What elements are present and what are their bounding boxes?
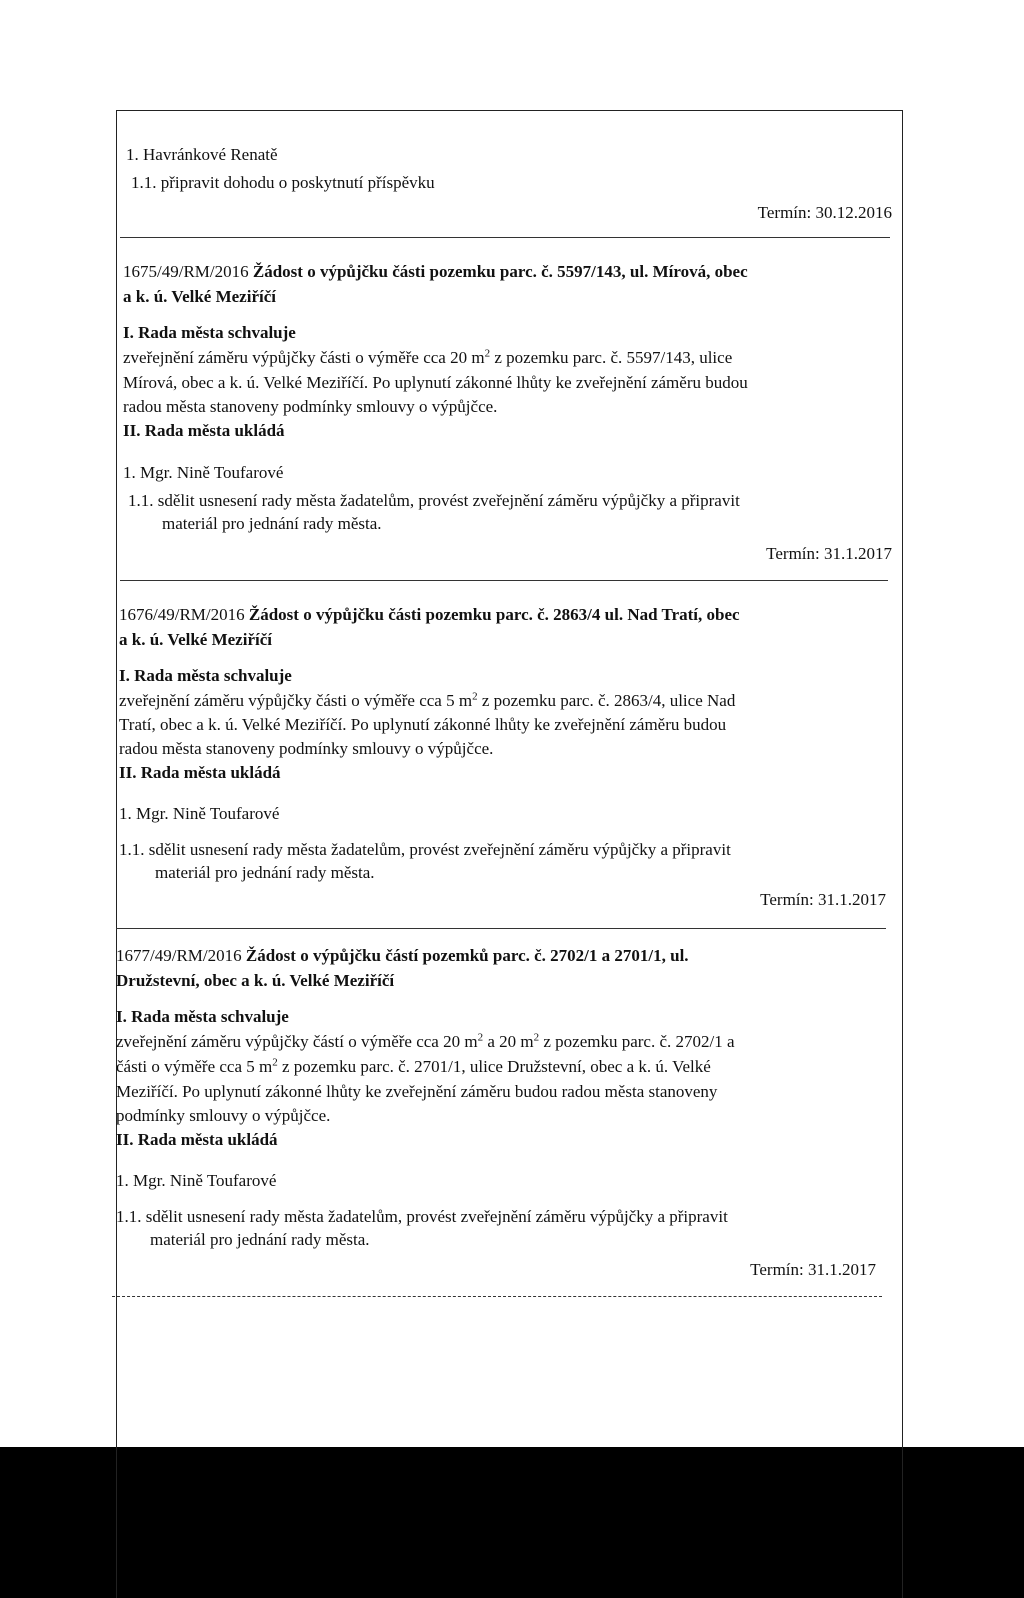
task-text: 1.1. sdělit usnesení rady města žadatelům, provést zveřejnění záměru výpůjčky a připravit <box>116 1207 728 1226</box>
resolution-title-cont: Družstevní, obec a k. ú. Velké Meziříčí <box>116 971 395 990</box>
assignee: 1. Mgr. Nině Toufarové <box>119 804 280 823</box>
resolution-text: radou města stanoveny podmínky smlouvy o výpůjčce. <box>123 397 498 416</box>
section-heading-orders: II. Rada města ukládá <box>119 763 281 782</box>
resolution-text: zveřejnění záměru výpůjčky části o výměře cca 5 $m^2$ z pozemku parc. č. 2863/4, ulice Nad <box>119 690 736 710</box>
resolution-heading <box>116 945 689 967</box>
resolution-text: podmínky smlouvy o výpůjčce. <box>116 1106 331 1125</box>
deadline: Termín: 31.1.2017 <box>750 1260 876 1279</box>
resolution-text: zveřejnění záměru výpůjčky části o výměře cca 20 $m^2$ z pozemku parc. č. 5597/143, ulice <box>123 347 733 367</box>
resolution-heading <box>119 604 740 626</box>
resolution-number: 1676/49/RM/2016 <box>119 605 245 624</box>
resolution-heading <box>123 261 748 283</box>
task-text: 1.1. připravit dohodu o poskytnutí příspěvku <box>131 173 435 192</box>
section-heading-approves: I. Rada města schvaluje <box>116 1007 289 1026</box>
resolution-text: radou města stanoveny podmínky smlouvy o výpůjčce. <box>119 739 494 758</box>
divider <box>120 237 890 238</box>
resolution-text: Mírová, obec a k. ú. Velké Meziříčí. Po uplynutí zákonné lhůty ke zveřejnění záměru budou <box>123 373 748 392</box>
assignee: 1. Mgr. Nině Toufarové <box>123 463 284 482</box>
resolution-title-cont: a k. ú. Velké Meziříčí <box>119 630 272 649</box>
deadline: Termín: 31.1.2017 <box>766 544 892 563</box>
divider <box>116 928 886 929</box>
task-text: 1.1. sdělit usnesení rady města žadatelům, provést zveřejnění záměru výpůjčky a připravit <box>128 491 740 510</box>
assignee: 1. Havránkové Renatě <box>126 145 278 164</box>
resolution-title: Žádost o výpůjčku části pozemku parc. č. 2863/4 ul. Nad Tratí, obec <box>248 605 740 624</box>
resolution-text: Tratí, obec a k. ú. Velké Meziříčí. Po uplynutí zákonné lhůty ke zveřejnění záměru budou <box>119 715 727 734</box>
task-text: materiál pro jednání rady města. <box>162 514 382 533</box>
task-text: materiál pro jednání rady města. <box>155 863 375 882</box>
resolution-number: 1677/49/RM/2016 <box>116 946 242 965</box>
assignee: 1. Mgr. Nině Toufarové <box>116 1171 277 1190</box>
deadline: Termín: 31.1.2017 <box>760 890 886 909</box>
divider <box>120 580 888 581</box>
section-heading-approves: I. Rada města schvaluje <box>123 323 296 342</box>
section-heading-orders: II. Rada města ukládá <box>116 1130 278 1149</box>
resolution-text: Meziříčí. Po uplynutí zákonné lhůty ke zveřejnění záměru budou radou města stanoveny <box>116 1082 718 1101</box>
resolution-text: části o výměře cca 5 $m^2$ z pozemku parc. č. 2701/1, ulice Družstevní, obec a k. ú. Velké <box>116 1056 711 1076</box>
resolution-title-cont: a k. ú. Velké Meziříčí <box>123 287 276 306</box>
deadline: Termín: 30.12.2016 <box>757 203 892 222</box>
task-text: 1.1. sdělit usnesení rady města žadatelům, provést zveřejnění záměru výpůjčky a připravit <box>119 840 731 859</box>
task-text: materiál pro jednání rady města. <box>150 1230 370 1249</box>
resolution-title: Žádost o výpůjčku částí pozemků parc. č. 2702/1 a 2701/1, ul. <box>245 946 689 965</box>
resolution-number: 1675/49/RM/2016 <box>123 262 249 281</box>
divider <box>112 1296 882 1297</box>
resolution-title: Žádost o výpůjčku části pozemku parc. č. 5597/143, ul. Mírová, obec <box>252 262 748 281</box>
section-heading-orders: II. Rada města ukládá <box>123 421 285 440</box>
section-heading-approves: I. Rada města schvaluje <box>119 666 292 685</box>
resolution-text: zveřejnění záměru výpůjčky částí o výměře cca 20 $m^2$ a 20 $m^2$ z pozemku parc. č. 2702/1 a <box>116 1031 735 1051</box>
